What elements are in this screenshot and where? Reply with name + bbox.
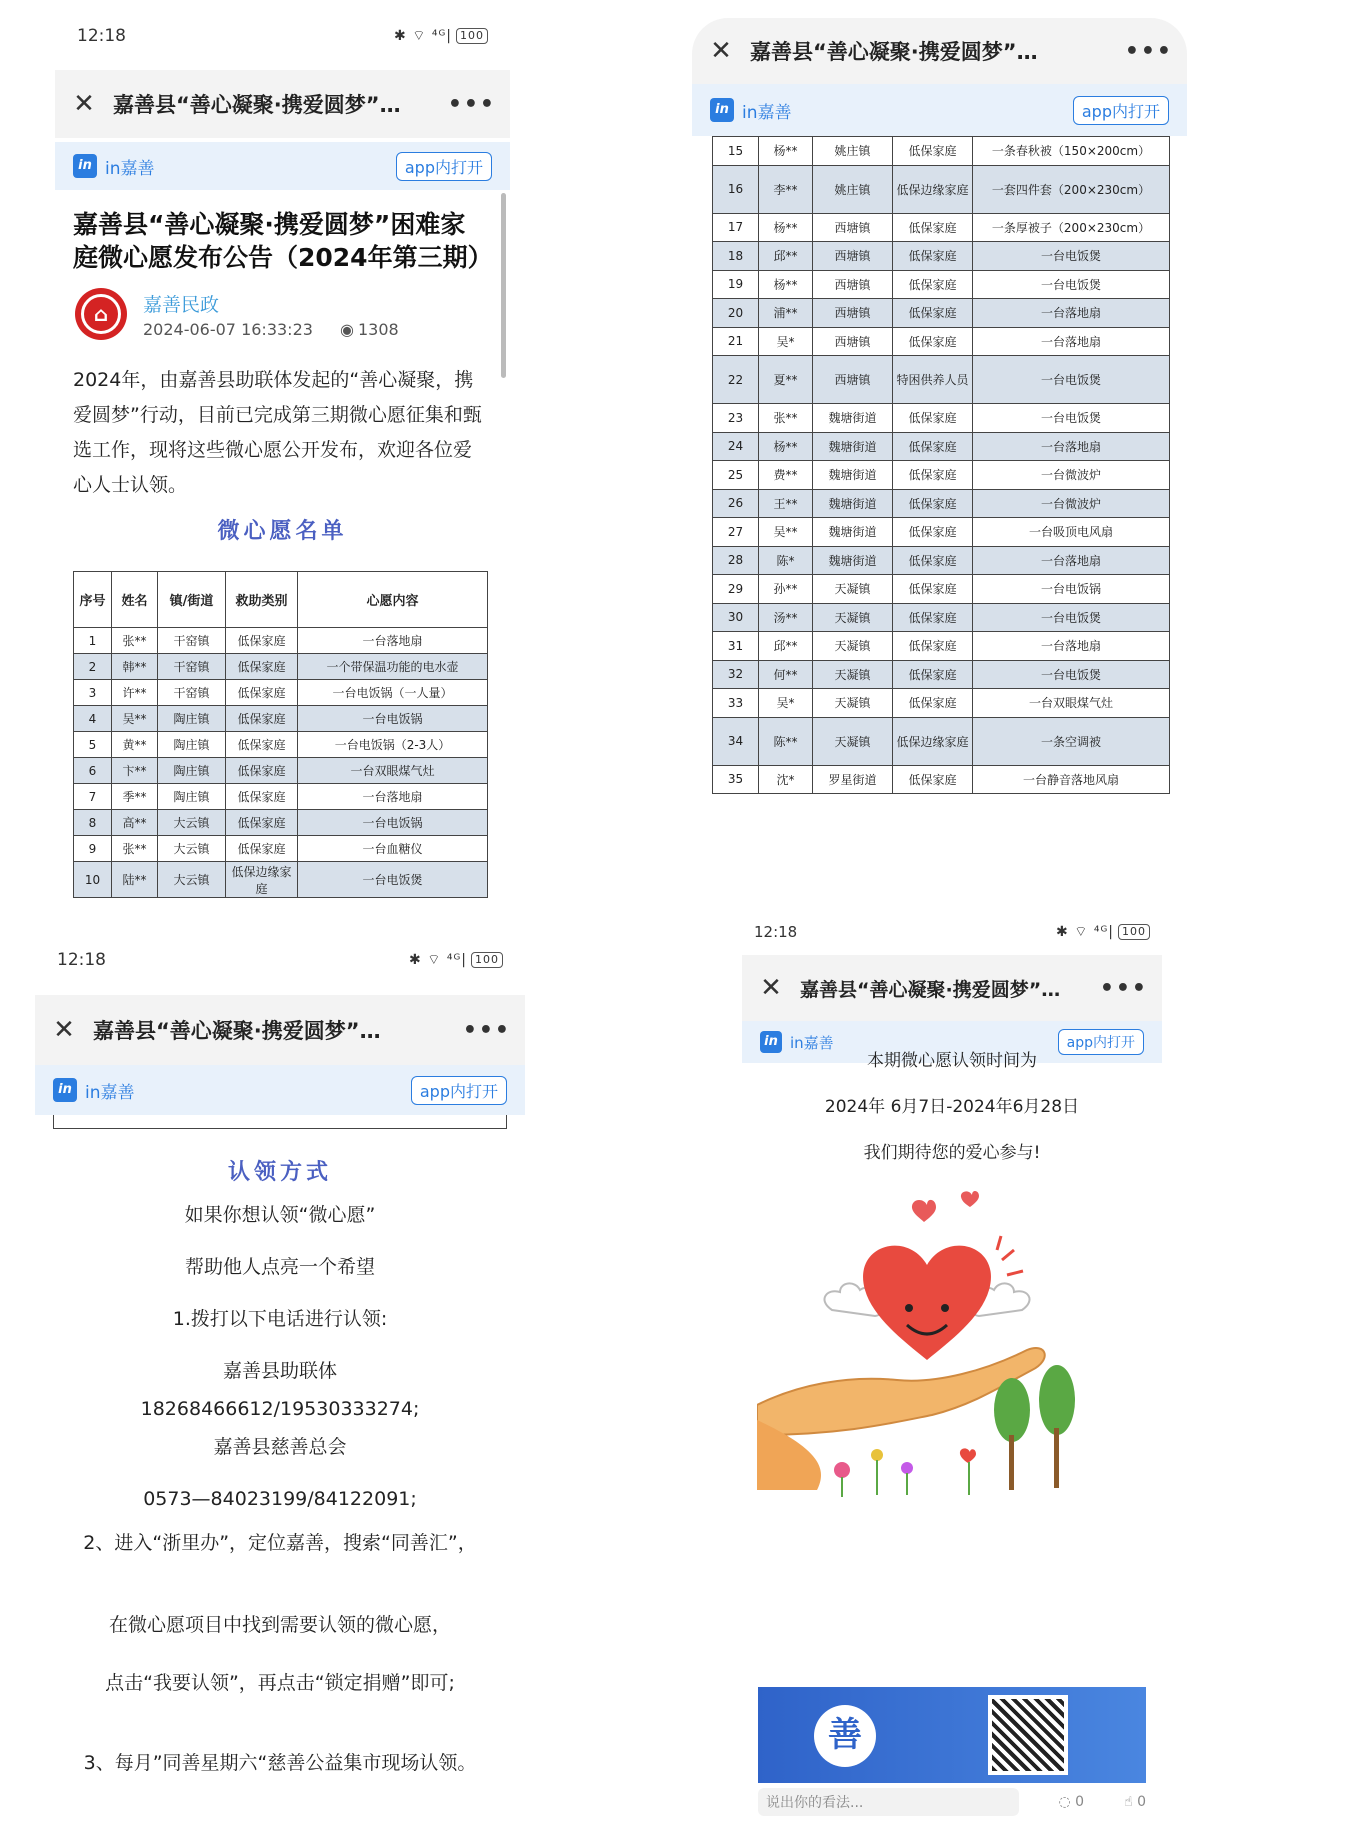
table-row — [713, 356, 1170, 404]
claim-line: 2、进入“浙里办”，定位嘉善，搜索“同善汇”， — [83, 1532, 477, 1554]
table-row — [713, 518, 1170, 547]
heart-hand-illustration — [757, 1190, 1107, 1500]
table-cell: 22 — [713, 356, 759, 404]
table-cell: 浦** — [759, 299, 813, 328]
table-row — [713, 404, 1170, 433]
status-time: 12:18 — [77, 26, 126, 46]
wish-table-continued — [712, 136, 1170, 794]
table-cell: 8 — [74, 810, 112, 836]
claim-line: 帮助他人点亮一个希望 — [184, 1256, 375, 1278]
table-cell: 3 — [74, 680, 112, 706]
tongshanhui-logo-icon: 善 — [814, 1705, 876, 1767]
table-cell: 西塘镇 — [813, 270, 893, 299]
table-cell: 30 — [713, 603, 759, 632]
table-row — [713, 165, 1170, 213]
table-cell: 低保家庭 — [893, 765, 973, 794]
table-cell: 低保边缘家庭 — [226, 862, 298, 898]
table-cell: 罗星街道 — [813, 765, 893, 794]
table-row — [713, 660, 1170, 689]
sparkle-lines-icon — [997, 1236, 1023, 1275]
table-cell: 低保家庭 — [226, 628, 298, 654]
table-row — [713, 327, 1170, 356]
table-cell: 陈* — [759, 546, 813, 575]
comment-input[interactable]: 说出你的看法... — [758, 1788, 1019, 1816]
open-in-app-button[interactable]: app内打开 — [1073, 96, 1169, 125]
table-row — [713, 270, 1170, 299]
table-cell: 31 — [713, 632, 759, 661]
eye-icon: ◉ — [340, 320, 354, 339]
table-cell: 杨** — [759, 270, 813, 299]
table-cell: 卞** — [112, 758, 158, 784]
panel-table-continued — [692, 18, 1187, 903]
tree-icon — [994, 1378, 1030, 1490]
table-cell: 低保家庭 — [893, 404, 973, 433]
table-cell: 一台电饭锅（一人量） — [298, 680, 488, 706]
table-cell: 一台电饭煲 — [973, 603, 1170, 632]
signal-icon: ✱ ⌔ ⁴ᴳ| — [1056, 924, 1114, 940]
table-cell: 季** — [112, 784, 158, 810]
table-header-row — [74, 572, 488, 628]
qr-code-icon — [988, 1695, 1068, 1775]
flower-icon — [871, 1449, 883, 1495]
table-row — [713, 765, 1170, 794]
table-cell: 西塘镇 — [813, 242, 893, 271]
civil-affairs-emblem-icon: ⌂ — [81, 294, 121, 334]
claim-line: 在微心愿项目中找到需要认领的微心愿， — [108, 1614, 451, 1636]
table-cell: 低保家庭 — [893, 461, 973, 490]
comment-count: 0 — [1075, 1794, 1085, 1810]
close-icon[interactable]: ✕ — [53, 1015, 75, 1045]
table-cell: 1 — [74, 628, 112, 654]
table-cell: 20 — [713, 299, 759, 328]
flower-icon — [834, 1462, 850, 1497]
status-icons — [409, 951, 503, 969]
panel-claim-method — [35, 940, 525, 1815]
table-bottom-edge — [53, 1115, 507, 1129]
column-header: 序号 — [74, 572, 112, 628]
status-bar — [742, 915, 1162, 949]
table-cell: 邱** — [759, 632, 813, 661]
table-cell: 张** — [759, 404, 813, 433]
table-cell: 西塘镇 — [813, 299, 893, 328]
table-cell: 陈** — [759, 717, 813, 765]
table-cell: 低保家庭 — [226, 732, 298, 758]
table-cell: 李** — [759, 165, 813, 213]
like-icon[interactable]: ☝ 0 — [1124, 1794, 1146, 1810]
table-cell: 天凝镇 — [813, 575, 893, 604]
claim-line: 1.拨打以下电话进行认领: — [172, 1308, 388, 1330]
app-banner — [35, 1065, 525, 1115]
in-jiashan-logo-icon: in — [760, 1031, 782, 1053]
table-cell: 25 — [713, 461, 759, 490]
table-cell: 一条空调被 — [973, 717, 1170, 765]
brand-label: in嘉善 — [790, 1033, 834, 1052]
table-cell: 一条厚被子（200×230cm） — [973, 213, 1170, 242]
table-row — [713, 213, 1170, 242]
table-cell: 一个带保温功能的电水壶 — [298, 654, 488, 680]
table-row — [713, 575, 1170, 604]
table-cell: 一台电饭煲 — [298, 862, 488, 898]
claim-line: 嘉善县慈善总会 — [213, 1436, 347, 1458]
list-heading: 微心愿名单 — [217, 519, 348, 544]
table-cell: 一台电饭煲 — [973, 660, 1170, 689]
table-cell: 一台落地扇 — [973, 299, 1170, 328]
table-cell: 黄** — [112, 732, 158, 758]
table-cell: 陶庄镇 — [158, 758, 226, 784]
table-cell: 一台吸顶电风扇 — [973, 518, 1170, 547]
table-cell: 一条春秋被（150×200cm） — [973, 137, 1170, 166]
author-name[interactable]: 嘉善民政 — [143, 294, 220, 316]
promo-banner[interactable] — [758, 1687, 1146, 1787]
table-cell: 天凝镇 — [813, 717, 893, 765]
table-cell: 19 — [713, 270, 759, 299]
table-cell: 沈* — [759, 765, 813, 794]
table-cell: 15 — [713, 137, 759, 166]
table-cell: 陶庄镇 — [158, 706, 226, 732]
table-cell: 姚庄镇 — [813, 137, 893, 166]
table-cell: 干窑镇 — [158, 654, 226, 680]
claim-line: 3、每月”同善星期六“慈善公益集市现场认领。 — [83, 1752, 477, 1774]
signal-icon: ✱ ⌔ ⁴ᴳ| — [394, 28, 452, 44]
brand-label: in嘉善 — [105, 158, 155, 179]
table-cell: 王** — [759, 489, 813, 518]
table-cell: 陶庄镇 — [158, 732, 226, 758]
table-cell: 一套四件套（200×230cm） — [973, 165, 1170, 213]
table-cell: 29 — [713, 575, 759, 604]
table-cell: 天凝镇 — [813, 603, 893, 632]
table-cell: 18 — [713, 242, 759, 271]
table-cell: 特困供养人员 — [893, 356, 973, 404]
table-cell: 21 — [713, 327, 759, 356]
table-cell: 孙** — [759, 575, 813, 604]
table-cell: 低保家庭 — [893, 299, 973, 328]
signal-icon: ✱ ⌔ ⁴ᴳ| — [409, 952, 467, 968]
author-avatar[interactable] — [75, 288, 127, 340]
table-cell: 17 — [713, 213, 759, 242]
more-menu-icon[interactable]: ••• — [1124, 38, 1173, 64]
table-cell: 干窑镇 — [158, 680, 226, 706]
status-bar — [35, 940, 525, 980]
table-row — [713, 489, 1170, 518]
table-cell: 低保家庭 — [226, 680, 298, 706]
view-count: ◉ 1308 — [340, 320, 399, 339]
nav-title: 嘉善县“善心凝聚·携爱圆梦”… — [800, 978, 1061, 1001]
claim-period-text — [742, 1050, 1162, 1188]
small-heart-icon — [912, 1200, 936, 1222]
in-jiashan-logo-icon: in — [710, 98, 734, 122]
table-cell: 杨** — [759, 432, 813, 461]
table-cell: 23 — [713, 404, 759, 433]
table-cell: 低保家庭 — [893, 432, 973, 461]
table-cell: 一台静音落地风扇 — [973, 765, 1170, 794]
table-cell: 7 — [74, 784, 112, 810]
table-cell: 杨** — [759, 137, 813, 166]
table-cell: 2 — [74, 654, 112, 680]
battery-icon: 100 — [471, 952, 503, 968]
comment-bar — [742, 1783, 1162, 1821]
table-cell: 一台双眼煤气灶 — [973, 689, 1170, 718]
table-cell: 低保家庭 — [893, 270, 973, 299]
table-cell: 汤** — [759, 603, 813, 632]
table-cell: 一台电饭锅 — [298, 706, 488, 732]
table-cell: 一台落地扇 — [973, 546, 1170, 575]
table-cell: 大云镇 — [158, 862, 226, 898]
table-cell: 一台血糖仪 — [298, 836, 488, 862]
table-cell: 高** — [112, 810, 158, 836]
more-menu-icon[interactable]: ••• — [1099, 975, 1148, 1001]
table-cell: 低保家庭 — [893, 327, 973, 356]
publish-date: 2024-06-07 16:33:23 — [143, 320, 313, 339]
table-cell: 许** — [112, 680, 158, 706]
table-row — [74, 680, 488, 706]
table-row — [74, 862, 488, 898]
table-cell: 一台落地扇 — [973, 432, 1170, 461]
flower-icon — [960, 1448, 976, 1495]
status-bar — [55, 18, 510, 54]
column-header: 救助类别 — [226, 572, 298, 628]
table-row — [74, 654, 488, 680]
status-icons — [394, 27, 488, 45]
nav-bar — [55, 70, 510, 138]
article-title: 嘉善县“善心凝聚·携爱圆梦”困难家庭微心愿发布公告（2024年第三期） — [73, 210, 493, 272]
table-cell: 大云镇 — [158, 836, 226, 862]
nav-bar — [692, 18, 1187, 84]
table-cell: 10 — [74, 862, 112, 898]
more-menu-icon[interactable]: ••• — [462, 1017, 511, 1043]
table-row — [74, 758, 488, 784]
table-cell: 魏塘街道 — [813, 461, 893, 490]
table-cell: 一台落地扇 — [973, 327, 1170, 356]
table-cell: 夏** — [759, 356, 813, 404]
table-row — [74, 836, 488, 862]
table-cell: 杨** — [759, 213, 813, 242]
table-cell: 27 — [713, 518, 759, 547]
open-in-app-button[interactable]: app内打开 — [1058, 1029, 1144, 1055]
table-cell: 5 — [74, 732, 112, 758]
table-cell: 26 — [713, 489, 759, 518]
table-cell: 低保家庭 — [893, 213, 973, 242]
small-heart-icon — [961, 1191, 979, 1207]
table-row — [713, 546, 1170, 575]
claim-heading: 认领方式 — [227, 1160, 332, 1185]
table-cell: 32 — [713, 660, 759, 689]
table-cell: 低保家庭 — [893, 242, 973, 271]
table-cell: 天凝镇 — [813, 632, 893, 661]
table-cell: 张** — [112, 836, 158, 862]
table-cell: 低保家庭 — [893, 575, 973, 604]
table-row — [74, 732, 488, 758]
table-cell: 吴** — [759, 518, 813, 547]
open-in-app-button[interactable]: app内打开 — [396, 152, 492, 181]
nav-bar — [35, 995, 525, 1065]
table-row — [74, 784, 488, 810]
table-row — [713, 242, 1170, 271]
table-row — [713, 461, 1170, 490]
table-row — [74, 810, 488, 836]
table-cell: 低保家庭 — [226, 810, 298, 836]
status-icons — [1056, 923, 1150, 941]
table-row — [74, 628, 488, 654]
table-cell: 吴* — [759, 327, 813, 356]
table-cell: 6 — [74, 758, 112, 784]
table-cell: 低保家庭 — [226, 836, 298, 862]
table-cell: 魏塘街道 — [813, 489, 893, 518]
table-cell: 韩** — [112, 654, 158, 680]
table-row — [713, 717, 1170, 765]
period-line: 2024年 6月7日-2024年6月28日 — [824, 1097, 1080, 1117]
close-icon[interactable]: ✕ — [73, 89, 95, 119]
table-cell: 低保家庭 — [893, 518, 973, 547]
table-cell: 低保家庭 — [893, 660, 973, 689]
table-cell: 大云镇 — [158, 810, 226, 836]
wish-table — [73, 571, 488, 898]
table-cell: 33 — [713, 689, 759, 718]
table-cell: 西塘镇 — [813, 327, 893, 356]
table-cell: 24 — [713, 432, 759, 461]
table-cell: 张** — [112, 628, 158, 654]
table-cell: 一台微波炉 — [973, 461, 1170, 490]
table-cell: 干窑镇 — [158, 628, 226, 654]
smiling-heart-icon — [863, 1246, 991, 1360]
table-cell: 陆** — [112, 862, 158, 898]
period-line: 本期微心愿认领时间为 — [867, 1051, 1037, 1071]
brand-label: in嘉善 — [742, 102, 792, 123]
table-cell: 魏塘街道 — [813, 432, 893, 461]
claim-line: 如果你想认领“微心愿” — [184, 1204, 376, 1226]
battery-icon: 100 — [456, 28, 488, 44]
table-cell: 吴** — [112, 706, 158, 732]
table-cell: 一台双眼煤气灶 — [298, 758, 488, 784]
table-cell: 天凝镇 — [813, 660, 893, 689]
table-cell: 一台电饭煲 — [973, 404, 1170, 433]
table-cell: 低保家庭 — [226, 654, 298, 680]
table-cell: 低保家庭 — [893, 546, 973, 575]
table-cell: 一台落地扇 — [298, 784, 488, 810]
table-cell: 魏塘街道 — [813, 546, 893, 575]
app-banner — [692, 84, 1187, 136]
table-cell: 一台落地扇 — [298, 628, 488, 654]
article-intro: 2024年，由嘉善县助联体发起的“善心凝聚，携爱圆梦”行动，目前已完成第三期微心愿征集和甄选工作，现将这些微心愿公开发布，欢迎各位爱心人士认领。 — [73, 369, 482, 496]
table-cell: 一台落地扇 — [973, 632, 1170, 661]
column-header: 姓名 — [112, 572, 158, 628]
nav-title: 嘉善县“善心凝聚·携爱圆梦”… — [113, 93, 401, 117]
column-header: 镇/街道 — [158, 572, 226, 628]
app-banner — [55, 142, 510, 190]
close-icon[interactable]: ✕ — [760, 973, 782, 1003]
table-row — [713, 137, 1170, 166]
nav-bar — [742, 955, 1162, 1021]
table-cell: 魏塘街道 — [813, 518, 893, 547]
in-jiashan-logo-icon: in — [73, 154, 97, 178]
flower-icon — [901, 1462, 913, 1495]
table-cell: 一台电饭煲 — [973, 270, 1170, 299]
table-cell: 低保家庭 — [226, 758, 298, 784]
table-cell: 低保家庭 — [893, 489, 973, 518]
table-cell: 低保家庭 — [893, 603, 973, 632]
period-line: 我们期待您的爱心参与! — [863, 1143, 1041, 1163]
more-menu-icon[interactable]: ••• — [447, 91, 496, 117]
table-row — [713, 432, 1170, 461]
table-cell: 28 — [713, 546, 759, 575]
open-in-app-button[interactable]: app内打开 — [411, 1076, 507, 1105]
table-cell: 34 — [713, 717, 759, 765]
like-count: 0 — [1137, 1794, 1146, 1810]
brand-label: in嘉善 — [85, 1082, 135, 1103]
table-cell: 一台电饭锅（2-3人） — [298, 732, 488, 758]
table-cell: 邱** — [759, 242, 813, 271]
claim-instructions — [63, 1202, 497, 1815]
table-row — [713, 632, 1170, 661]
claim-line: 嘉善县助联体 — [222, 1360, 337, 1382]
status-time: 12:18 — [57, 950, 106, 970]
battery-icon: 100 — [1118, 924, 1150, 940]
table-cell: 西塘镇 — [813, 213, 893, 242]
phone-numbers[interactable]: 18268466612/19530333274; — [140, 1398, 420, 1420]
table-cell: 一台电饭锅 — [973, 575, 1170, 604]
table-cell: 一台电饭煲 — [973, 356, 1170, 404]
status-time: 12:18 — [754, 923, 798, 941]
column-header: 心愿内容 — [298, 572, 488, 628]
table-row — [74, 706, 488, 732]
in-jiashan-logo-icon: in — [53, 1078, 77, 1102]
table-cell: 低保家庭 — [893, 137, 973, 166]
table-cell: 35 — [713, 765, 759, 794]
table-cell: 低保边缘家庭 — [893, 165, 973, 213]
comment-icon[interactable]: ◌ 0 — [1058, 1794, 1085, 1810]
table-row — [713, 603, 1170, 632]
table-cell: 低保家庭 — [226, 706, 298, 732]
table-cell: 一台微波炉 — [973, 489, 1170, 518]
table-cell: 9 — [74, 836, 112, 862]
table-cell: 陶庄镇 — [158, 784, 226, 810]
close-icon[interactable]: ✕ — [710, 36, 732, 66]
table-cell: 吴* — [759, 689, 813, 718]
tree-icon — [1039, 1365, 1075, 1488]
table-cell: 何** — [759, 660, 813, 689]
panel-claim-period — [742, 915, 1162, 1821]
table-cell: 天凝镇 — [813, 689, 893, 718]
table-cell: 一台电饭煲 — [973, 242, 1170, 271]
phone-numbers[interactable]: 0573—84023199/84122091; — [143, 1488, 417, 1510]
panel-article-top — [55, 18, 510, 913]
scrollbar[interactable] — [501, 193, 506, 378]
table-cell: 16 — [713, 165, 759, 213]
table-cell: 姚庄镇 — [813, 165, 893, 213]
nav-title: 嘉善县“善心凝聚·携爱圆梦”… — [750, 40, 1038, 64]
table-cell: 西塘镇 — [813, 356, 893, 404]
table-cell: 低保家庭 — [226, 784, 298, 810]
table-row — [713, 689, 1170, 718]
table-cell: 费** — [759, 461, 813, 490]
table-cell: 魏塘街道 — [813, 404, 893, 433]
claim-line: 点击“我要认领”，再点击“锁定捐赠”即可; — [105, 1672, 455, 1694]
table-cell: 低保边缘家庭 — [893, 717, 973, 765]
table-cell: 低保家庭 — [893, 632, 973, 661]
table-cell: 4 — [74, 706, 112, 732]
table-row — [713, 299, 1170, 328]
table-cell: 一台电饭锅 — [298, 810, 488, 836]
table-cell: 低保家庭 — [893, 689, 973, 718]
nav-title: 嘉善县“善心凝聚·携爱圆梦”… — [93, 1019, 381, 1043]
